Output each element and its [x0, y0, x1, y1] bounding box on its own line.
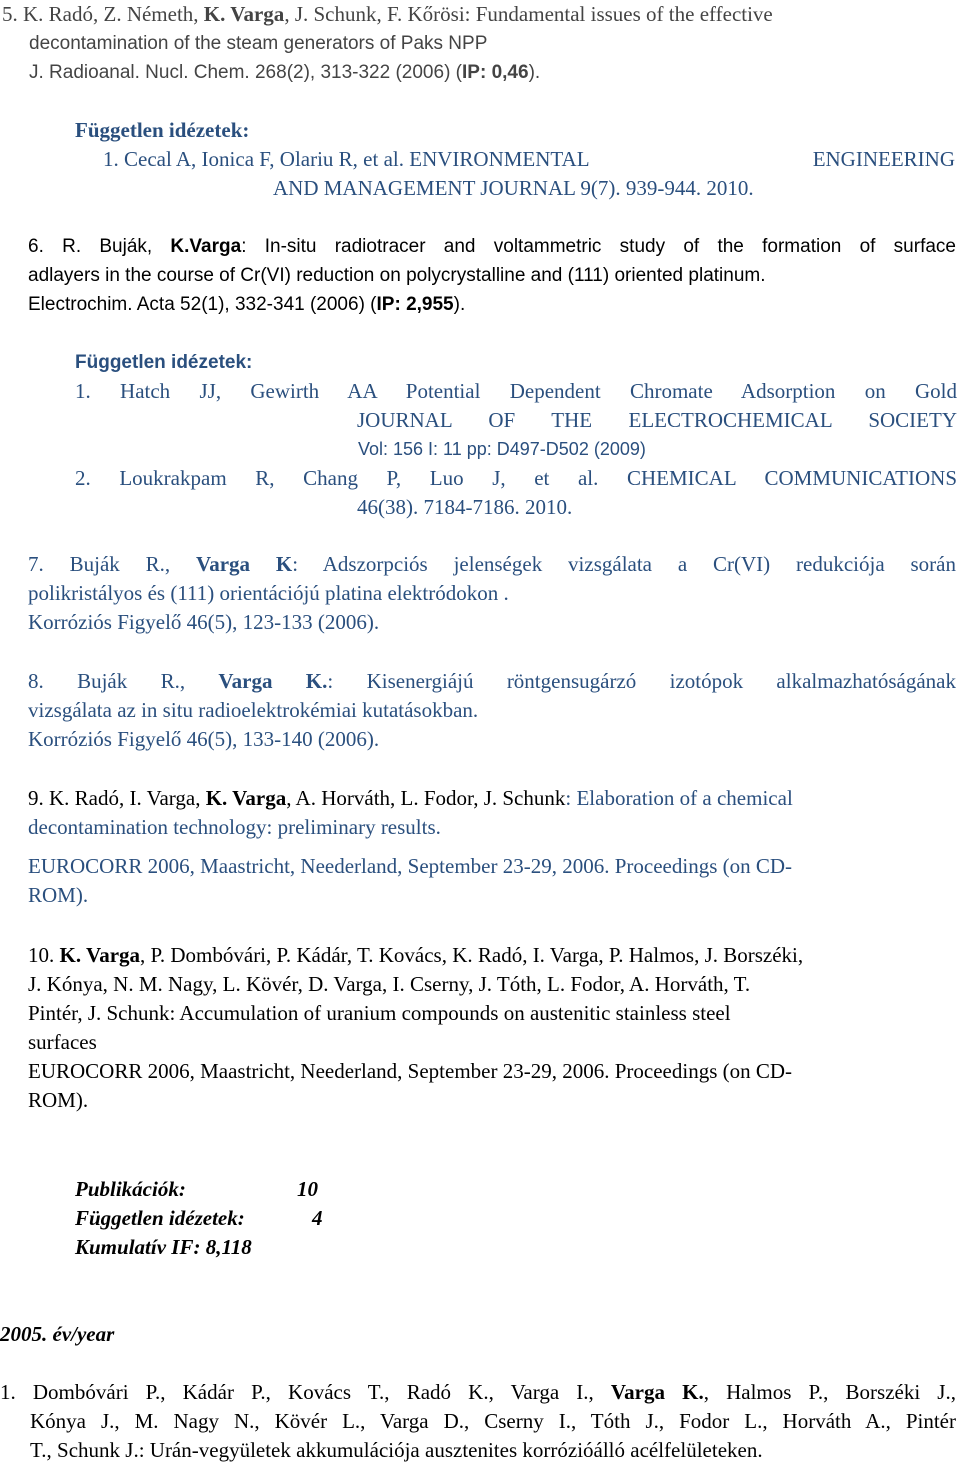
entry-number: 10. — [28, 943, 60, 967]
journal-ref: Korróziós Figyelő 46(5), 123-133 (2006). — [28, 610, 380, 634]
citation-list — [103, 145, 955, 203]
entry-authors: 9. K. Radó, I. Varga, — [28, 786, 206, 810]
conference-ref-cont: ROM). — [28, 1088, 89, 1112]
entry-number: 5. — [2, 2, 23, 26]
journal-ref: Electrochim. Acta 52(1), 332-341 (2006) ( — [28, 294, 377, 315]
citation-text: 1. Cecal A, Ionica F, Olariu R, et al. ENVIRONMENTAL — [103, 147, 590, 171]
entry-authors: , P. Dombóvári, P. Kádár, T. Kovács, K. Radó, I. Varga, P. Halmos, J. Borszéki, — [140, 943, 804, 967]
journal-ref: J. Radioanal. Nucl. Chem. 268(2), 313-322 (2006) ( — [29, 62, 463, 83]
entry-title-part: , J. Schunk, F. Kőrösi: Fundamental issues of the effective — [284, 2, 773, 26]
publications-count: 10 — [297, 1177, 318, 1201]
entry-title-line: decontamination of the steam generators of Paks NPP — [29, 33, 488, 54]
highlighted-author: K. Varga — [59, 943, 141, 967]
entry-title-line: polikristályos és (111) orientációjú platina elektródokon . — [28, 581, 509, 605]
publication-entry-7 — [28, 550, 956, 637]
citations-heading: Független idézetek: — [75, 352, 253, 373]
citation-item: 1. Hatch JJ, Gewirth AA Potential Dependent Chromate Adsorption on Gold — [75, 379, 957, 403]
entry-title-line: adlayers in the course of Cr(VI) reduction on polycrystalline and (111) oriented platinum. — [28, 265, 766, 286]
conference-ref: EUROCORR 2006, Maastricht, Neederland, September 23-29, 2006. Proceedings (on CD- — [28, 1059, 793, 1083]
entry-title-part: : Kisenergiájú röntgensugárzó izotópok alkalmazhatóságának — [327, 669, 957, 693]
citation-item: 2. Loukrakpam R, Chang P, Luo J, et al. CHEMICAL COMMUNICATIONS — [75, 466, 957, 490]
highlighted-author: Varga K. — [218, 669, 328, 693]
publication-entry-9 — [28, 784, 956, 910]
entry-authors-line: Kónya J., M. Nagy N., Kövér L., Varga D., Cserny I., Tóth J., Fodor L., Horváth A., Pintér — [30, 1409, 956, 1433]
citation-continuation: AND MANAGEMENT JOURNAL 9(7). 939-944. 2010. — [273, 176, 754, 200]
year-heading: 2005. év/year — [0, 1322, 115, 1346]
entry-authors-line: J. Kónya, N. M. Nagy, L. Kövér, D. Varga, I. Cserny, J. Tóth, L. Fodor, A. Horváth, T. — [28, 972, 751, 996]
citation-continuation: Vol: 156 I: 11 pp: D497-D502 (2009) — [358, 439, 646, 459]
entry-title-line: T., Schunk J.: Urán-vegyületek akkumulációja ausztenites korrózióálló acélfelületeken. — [30, 1438, 763, 1462]
entry-authors: 1. Dombóvári P., Kádár P., Kovács T., Radó K., Varga I., — [0, 1380, 611, 1404]
entry-title-line: Pintér, J. Schunk: Accumulation of uranium compounds on austenitic stainless steel — [28, 1001, 731, 1025]
highlighted-author: Varga K. — [610, 1380, 704, 1404]
entry-authors: 8. Buják R., — [28, 669, 219, 693]
impact-factor: IP: 2,955 — [376, 294, 454, 315]
independent-citations-label: Független idézetek: — [75, 1206, 245, 1230]
citations-heading: Független idézetek: — [75, 118, 250, 142]
publications-label: Publikációk: — [75, 1177, 186, 1201]
citation-continuation: JOURNAL OF THE ELECTROCHEMICAL SOCIETY — [357, 408, 957, 432]
publication-entry-5 — [0, 0, 958, 87]
entry-title-line: surfaces — [28, 1030, 97, 1054]
citation-continuation: 46(38). 7184-7186. 2010. — [357, 495, 573, 519]
journal-ref: Korróziós Figyelő 46(5), 133-140 (2006). — [28, 727, 380, 751]
entry-authors: 6. R. Buják, — [28, 236, 171, 257]
entry-title-line: vizsgálata az in situ radioelektrokémiai kutatásokban. — [28, 698, 479, 722]
publication-entry-6 — [28, 232, 956, 319]
highlighted-author: K.Varga — [170, 236, 242, 257]
citation-text: ENGINEERING — [812, 147, 955, 171]
citation-list — [75, 377, 957, 522]
publication-entry-8 — [28, 667, 956, 754]
publication-entry-2005-1 — [0, 1378, 956, 1465]
highlighted-author: Varga K — [195, 552, 293, 576]
publication-entry-10 — [28, 941, 956, 1115]
entry-authors: , A. Horváth, L. Fodor, J. Schunk — [286, 786, 566, 810]
highlighted-author: K. Varga — [203, 2, 285, 26]
journal-ref-end: ). — [453, 294, 466, 315]
entry-authors: 7. Buják R., — [28, 552, 196, 576]
cumulative-if: Kumulatív IF: 8,118 — [75, 1235, 252, 1259]
highlighted-author: K. Varga — [205, 786, 287, 810]
citation-item — [103, 145, 955, 174]
conference-ref-cont: ROM). — [28, 883, 89, 907]
entry-title-part: : Elaboration of a chemical — [565, 786, 793, 810]
conference-ref: EUROCORR 2006, Maastricht, Neederland, September 23-29, 2006. Proceedings (on CD- — [28, 854, 793, 878]
entry-title-part: : In-situ radiotracer and voltammetric study of the formation of surface — [241, 236, 956, 257]
journal-ref-end: ). — [528, 62, 541, 83]
impact-factor: IP: 0,46 — [462, 62, 529, 83]
entry-title-part: : Adszorpciós jelenségek vizsgálata a Cr(VI) redukciója során — [292, 552, 956, 576]
entry-title-line: decontamination technology: preliminary results. — [28, 815, 441, 839]
entry-authors: K. Radó, Z. Németh, — [23, 2, 204, 26]
entry-authors: , Halmos P., Borszéki J., — [703, 1380, 956, 1404]
independent-citations-count: 4 — [312, 1206, 323, 1230]
